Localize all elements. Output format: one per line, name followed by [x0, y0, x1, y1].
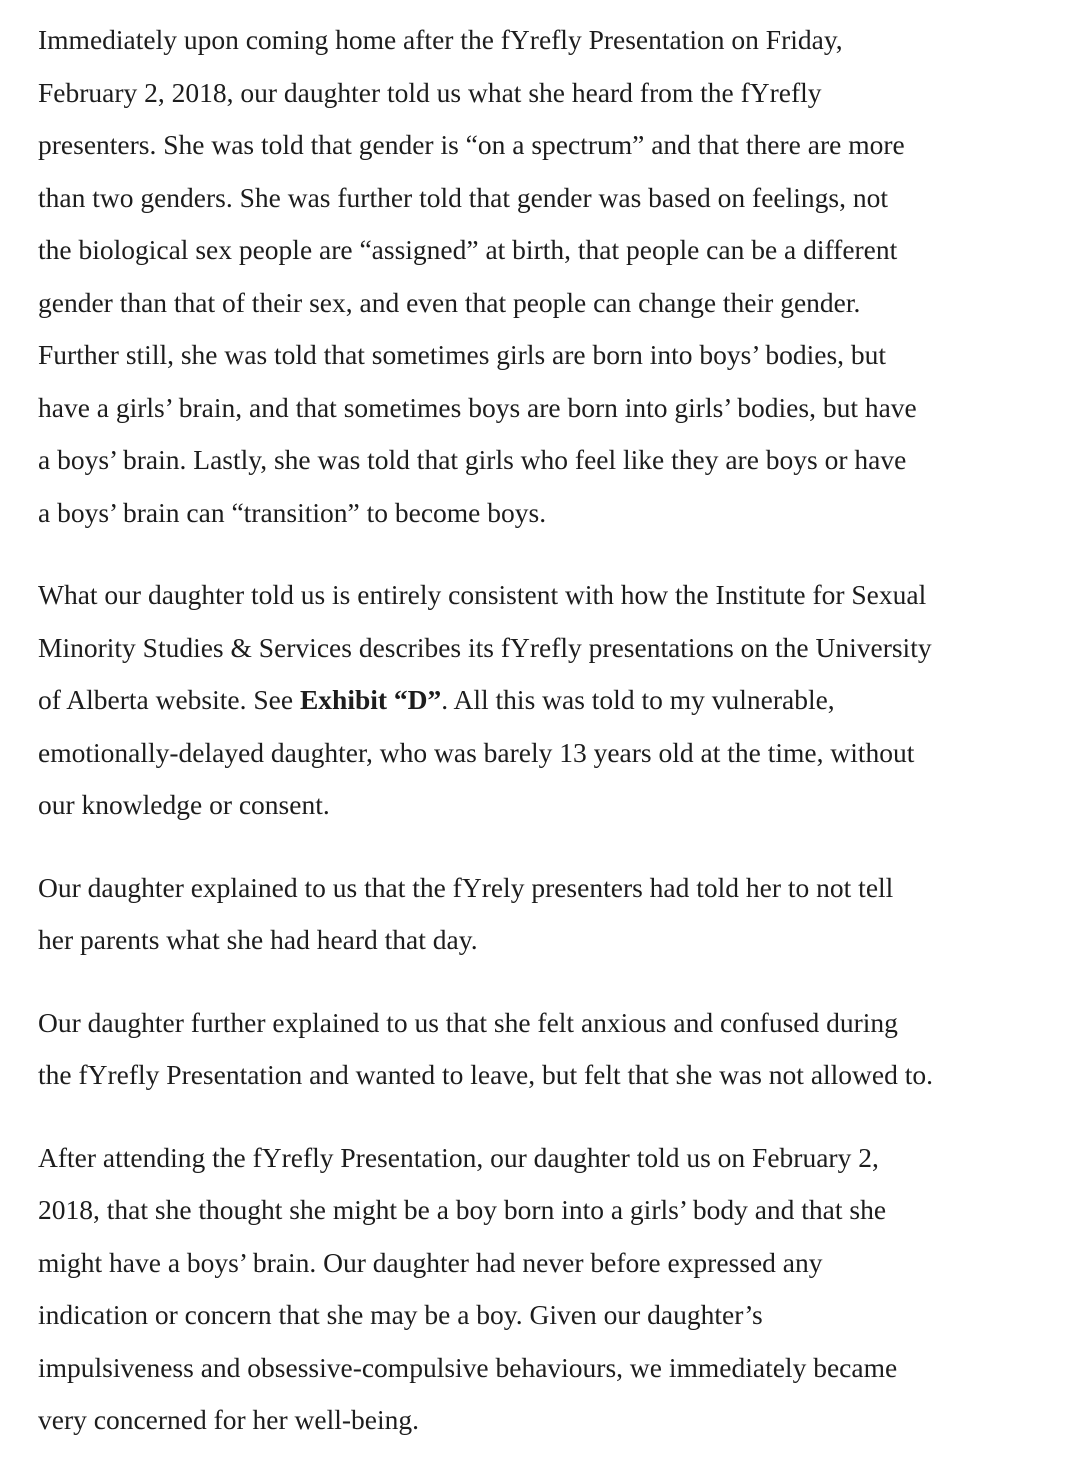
document-page	[38, 14, 1068, 1447]
paragraph-gap	[38, 832, 1068, 862]
exhibit-reference: Exhibit “D”	[299, 684, 442, 715]
text-line: the biological sex people are “assigned” at birth, that people can be a different	[38, 234, 898, 265]
paragraph-gap	[38, 539, 1068, 569]
paragraph-anxiety	[38, 997, 1068, 1102]
text-line: have a girls’ brain, and that sometimes boys are born into girls’ bodies, but have	[38, 391, 917, 423]
text-line: indication or concern that she may be a boy. Given our daughter’s	[38, 1299, 763, 1330]
text-line: emotionally-delayed daughter, who was barely 13 years old at the time, without	[38, 736, 915, 768]
text-line: gender than that of their sex, and even that people can change their gender.	[38, 286, 861, 318]
text-line: Our daughter further explained to us that she felt anxious and confused during	[38, 1006, 898, 1038]
text-line: Minority Studies & Services describes its fYrefly presentations on the University	[38, 631, 932, 663]
text-line: might have a boys’ brain. Our daughter had never before expressed any	[38, 1246, 823, 1278]
text-line: What our daughter told us is entirely consistent with how the Institute for Sexual	[38, 579, 927, 610]
text-line: a boys’ brain. Lastly, she was told that girls who feel like they are boys or have	[38, 444, 907, 475]
text-line: 2018, that she thought she might be a boy born into a girls’ body and that she	[38, 1194, 887, 1225]
paragraph-gap	[38, 1102, 1068, 1132]
text-segment: of Alberta website. See	[38, 684, 300, 715]
text-line: presenters. She was told that gender is “on a spectrum” and that there are more	[38, 129, 905, 160]
text-line: Further still, she was told that sometimes girls are born into boys’ bodies, but	[38, 339, 887, 370]
text-line-with-exhibit	[38, 674, 1068, 727]
text-line: a boys’ brain can “transition” to become boys.	[38, 496, 547, 528]
text-line: the fYrefly Presentation and wanted to leave, but felt that she was not allowed to.	[38, 1059, 934, 1090]
text-line: Immediately upon coming home after the fYrefly Presentation on Friday,	[38, 24, 843, 55]
paragraph-gap	[38, 967, 1068, 997]
paragraph-concern	[38, 1132, 1068, 1447]
paragraph-exhibit-reference	[38, 569, 1068, 832]
text-line: her parents what she had heard that day.	[38, 924, 478, 955]
text-segment: . All this was told to my vulnerable,	[441, 684, 835, 715]
text-line: our knowledge or consent.	[38, 789, 330, 820]
text-line: than two genders. She was further told that gender was based on feelings, not	[38, 181, 888, 213]
paragraph-secrecy	[38, 862, 1068, 967]
text-line: February 2, 2018, our daughter told us what she heard from the fYrefly	[38, 76, 822, 108]
paragraph-presentation-account	[38, 14, 1068, 539]
text-line: Our daughter explained to us that the fYrely presenters had told her to not tell	[38, 871, 894, 903]
text-line: very concerned for her well-being.	[38, 1404, 419, 1435]
text-line: After attending the fYrefly Presentation, our daughter told us on February 2,	[38, 1141, 879, 1173]
text-line: impulsiveness and obsessive-compulsive behaviours, we immediately became	[38, 1351, 898, 1383]
